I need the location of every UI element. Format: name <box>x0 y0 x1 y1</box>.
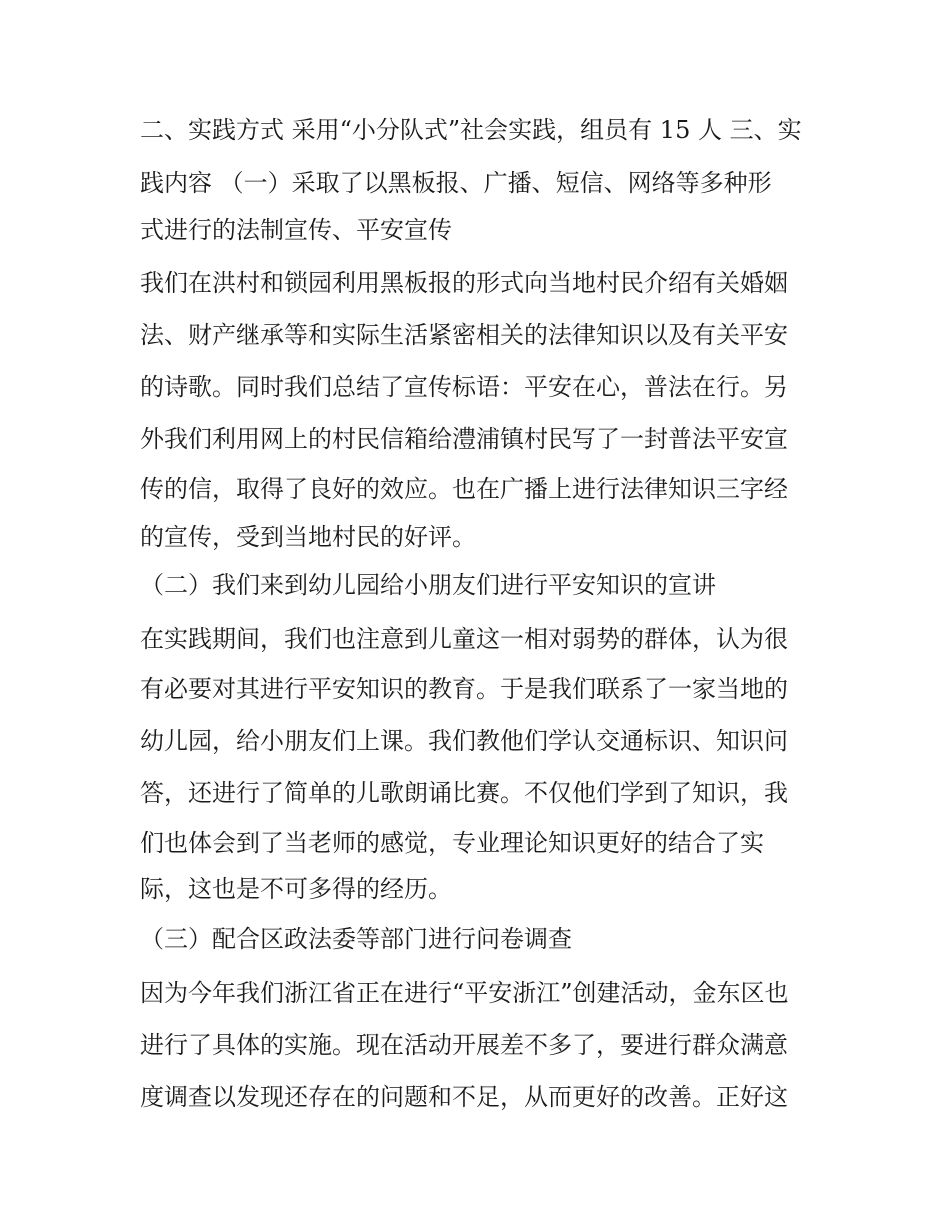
text-line-3: 式进行的法制宣传、平安宣传 <box>140 216 452 244</box>
text-line-15: 们也体会到了当老师的感觉，专业理论知识更好的结合了实 <box>140 829 764 857</box>
text-line-18: 因为今年我们浙江省正在进行“平安浙江”创建活动，金东区也 <box>140 979 789 1007</box>
text-line-19: 进行了具体的实施。现在活动开展差不多了，要进行群众满意 <box>140 1031 788 1059</box>
text-line-10: （二）我们来到幼儿园给小朋友们进行平安知识的宣讲 <box>140 571 716 599</box>
text-line-2: 践内容 （一）采取了以黑板报、广播、短信、网络等多种形 <box>140 169 772 197</box>
text-line-8: 传的信，取得了良好的效应。也在广播上进行法律知识三字经 <box>140 475 788 503</box>
text-line-1: 二、实践方式 采用“小分队式”社会实践，组员有 15 人 三、实 <box>140 116 802 144</box>
text-line-12: 有必要对其进行平安知识的教育。于是我们联系了一家当地的 <box>140 675 788 703</box>
text-line-6: 的诗歌。同时我们总结了宣传标语：平安在心，普法在行。另 <box>140 373 788 401</box>
text-line-5: 法、财产继承等和实际生活紧密相关的法律知识以及有关平安 <box>140 321 788 349</box>
text-line-13: 幼儿园，给小朋友们上课。我们教他们学认交通标识、知识问 <box>140 727 788 755</box>
text-line-7: 外我们利用网上的村民信箱给澧浦镇村民写了一封普法平安宣 <box>140 425 788 453</box>
text-line-4: 我们在洪村和锁园利用黑板报的形式向当地村民介绍有关婚姻 <box>140 269 788 297</box>
text-line-11: 在实践期间，我们也注意到儿童这一相对弱势的群体，认为很 <box>140 625 788 653</box>
text-line-16: 际，这也是不可多得的经历。 <box>140 875 452 903</box>
text-line-14: 答，还进行了简单的儿歌朗诵比赛。不仅他们学到了知识，我 <box>140 779 788 807</box>
text-line-9: 的宣传，受到当地村民的好评。 <box>140 523 476 551</box>
text-line-20: 度调查以发现还存在的问题和不足，从而更好的改善。正好这 <box>140 1083 788 1111</box>
text-line-17: （三）配合区政法委等部门进行问卷调查 <box>140 925 572 953</box>
